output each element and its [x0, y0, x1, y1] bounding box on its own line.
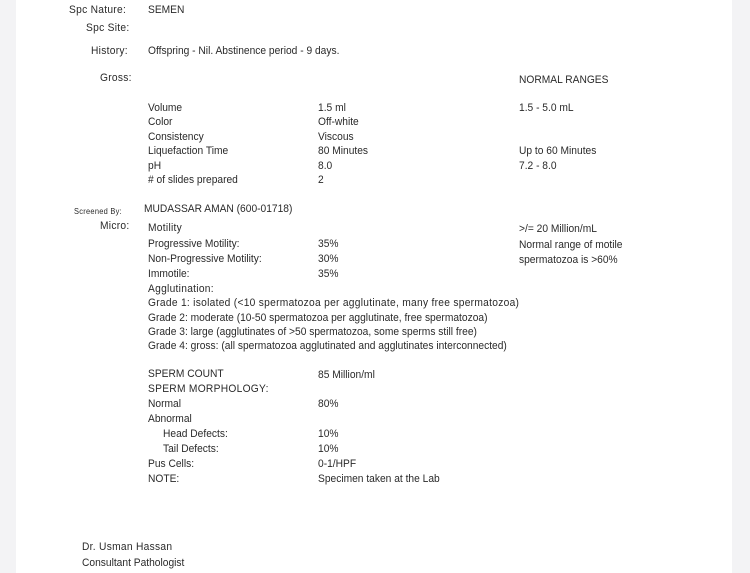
gross-row-value: 2 — [318, 174, 324, 186]
gross-row-value: 80 Minutes — [318, 145, 369, 157]
gross-row-range: Up to 60 Minutes — [519, 145, 597, 157]
agglutination-grade: Grade 1: isolated (<10 spermatozoa per agglutinate, many free spermatozoa) — [148, 297, 520, 309]
pus-cells-label: Pus Cells: — [148, 458, 195, 470]
pathologist-name: Dr. Usman Hassan — [82, 541, 173, 553]
sperm-count-value: 85 Million/ml — [318, 369, 375, 381]
pathologist-title: Consultant Pathologist — [82, 557, 185, 569]
sperm-count-label: SPERM COUNT — [148, 368, 224, 380]
normal-label: Normal — [148, 398, 181, 410]
agglutination-label: Agglutination: — [148, 283, 214, 295]
screened-by-label: Screened By: — [74, 207, 123, 216]
report-page — [16, 0, 732, 573]
gross-row-value: Viscous — [318, 131, 354, 143]
motility-note: Normal range of motile — [519, 239, 623, 251]
gross-row-label: pH — [148, 160, 162, 172]
motility-row-value: 30% — [318, 253, 339, 265]
gross-row-range: 7.2 - 8.0 — [519, 160, 557, 172]
sperm-morphology-label: SPERM MORPHOLOGY: — [148, 383, 269, 395]
history-label: History: — [91, 45, 128, 57]
motility-row-value: 35% — [318, 238, 339, 250]
pus-cells-value: 0-1/HPF — [318, 458, 357, 470]
head-defects-value: 10% — [318, 428, 339, 440]
abnormal-label: Abnormal — [148, 413, 192, 425]
spc-nature-value: SEMEN — [148, 4, 185, 16]
tail-defects-label: Tail Defects: — [163, 443, 219, 455]
screened-by-value: MUDASSAR AMAN (600-01718) — [144, 203, 293, 215]
motility-label: Motility — [148, 222, 183, 234]
micro-label: Micro: — [100, 220, 130, 232]
normal-ranges-label: NORMAL RANGES — [519, 74, 609, 86]
motility-row-value: 35% — [318, 268, 339, 280]
tail-defects-value: 10% — [318, 443, 339, 455]
gross-row-label: Liquefaction Time — [148, 145, 229, 157]
gross-row-value: Off-white — [318, 116, 359, 128]
gross-label: Gross: — [100, 72, 132, 84]
agglutination-grade: Grade 4: gross: (all spermatozoa agglutinated and agglutinates interconnected) — [148, 340, 507, 352]
gross-row-value: 1.5 ml — [318, 102, 346, 114]
normal-value: 80% — [318, 398, 339, 410]
gross-row-label: Consistency — [148, 131, 204, 143]
motility-row-label: Progressive Motility: — [148, 238, 240, 250]
agglutination-grade: Grade 2: moderate (10-50 spermatozoa per agglutinate, free spermatozoa) — [148, 312, 488, 324]
head-defects-label: Head Defects: — [163, 428, 228, 440]
spc-nature-label: Spc Nature: — [69, 4, 127, 16]
motility-range: >/= 20 Million/mL — [519, 223, 597, 235]
motility-note: spermatozoa is >60% — [519, 254, 618, 266]
spc-site-label: Spc Site: — [86, 22, 130, 34]
history-value: Offspring - Nil. Abstinence period - 9 days. — [148, 45, 340, 57]
note-value: Specimen taken at the Lab — [318, 473, 440, 485]
motility-row-label: Non-Progressive Motility: — [148, 253, 262, 265]
gross-row-label: Color — [148, 116, 173, 128]
agglutination-grade: Grade 3: large (agglutinates of >50 spermatozoa, some sperms still free) — [148, 326, 477, 338]
note-label: NOTE: — [148, 473, 180, 485]
gross-row-label: Volume — [148, 102, 183, 114]
gross-row-label: # of slides prepared — [148, 174, 238, 186]
gross-row-value: 8.0 — [318, 160, 333, 172]
motility-row-label: Immotile: — [148, 268, 190, 280]
gross-row-range: 1.5 - 5.0 mL — [519, 102, 574, 114]
